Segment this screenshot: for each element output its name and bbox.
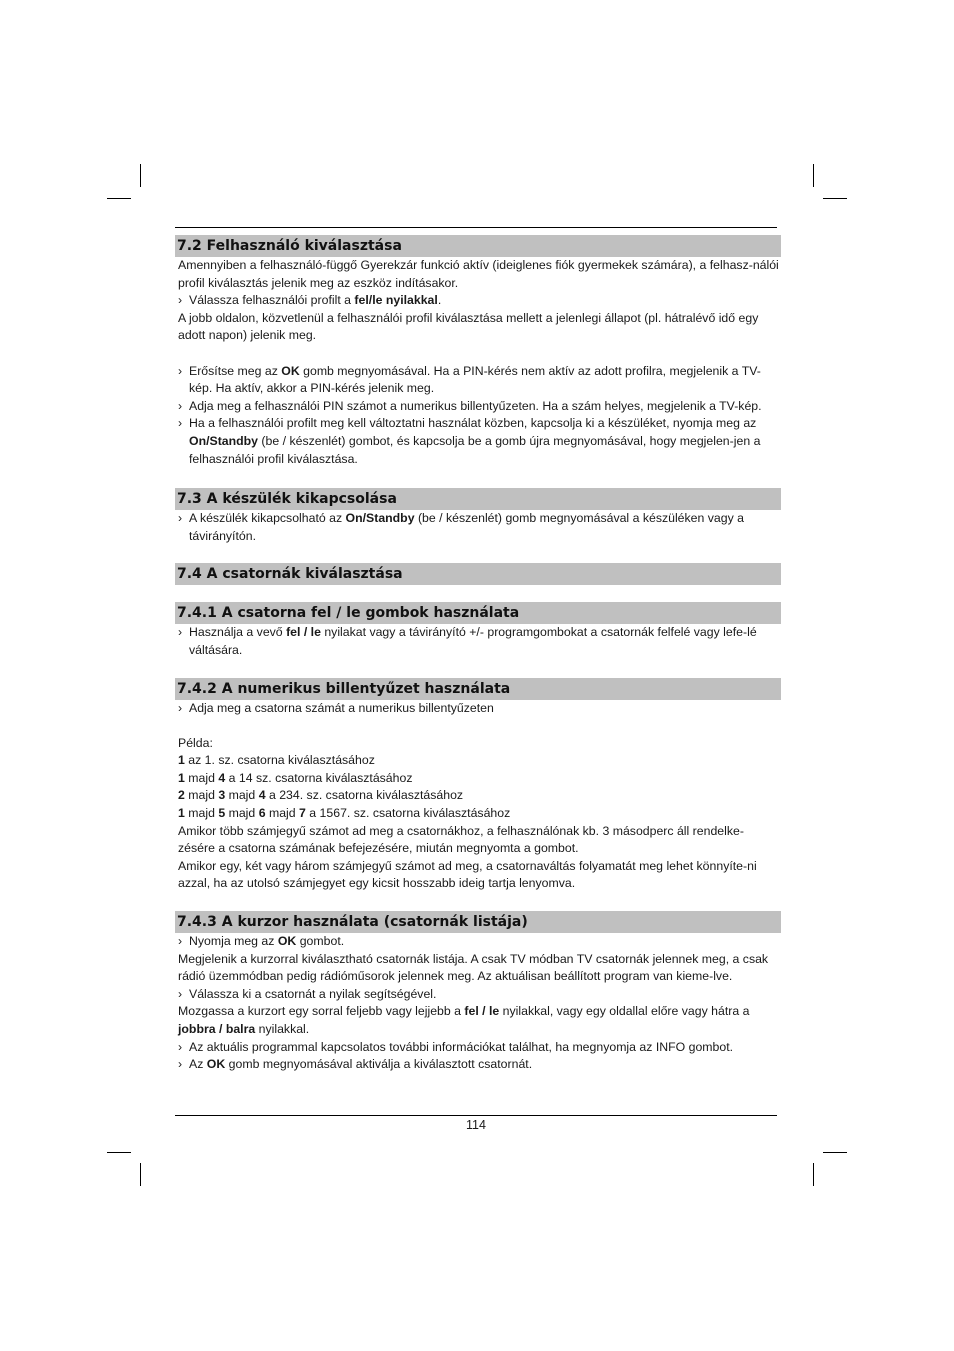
bold-text: fel / le	[286, 625, 321, 640]
paragraph	[178, 310, 779, 345]
paragraph	[178, 787, 779, 805]
paragraph	[178, 858, 779, 893]
bold-text: 2	[178, 788, 185, 803]
text-run: Az aktuális programmal kapcsolatos további információkat találhat, ha megnyomja az INFO gombot.	[189, 1039, 734, 1054]
text-run: a 14 sz. csatorna kiválasztásához	[225, 770, 413, 785]
text-run: majd	[225, 788, 259, 803]
text-run: nyilakkal.	[255, 1022, 310, 1036]
bold-text: 3	[218, 788, 226, 803]
text-run: gombot.	[296, 934, 345, 949]
text-run: (be / készenlét) gomb megnyomásával a készüléken vagy a távirányítón.	[189, 511, 744, 543]
paragraph	[178, 257, 779, 292]
section	[175, 235, 781, 468]
crop-mark-top-left-h	[107, 198, 131, 199]
paragraph	[178, 805, 779, 823]
paragraph	[178, 823, 779, 858]
paragraph	[178, 951, 779, 986]
text-run: Erősítse meg az	[189, 363, 282, 378]
text-run: Adja meg a csatorna számát a numerikus billentyűzeten	[189, 700, 494, 715]
blank-line	[178, 717, 779, 735]
text-run: (be / készenlét) gombot, és kapcsolja be a gomb újra megnyomásával, hogy megjelen-jen a felhasználói profil kiválasztása.	[189, 433, 761, 466]
bullet-item	[178, 986, 779, 1004]
section-heading: 7.4.3 A kurzor használata (csatornák listája)	[175, 911, 781, 933]
text-run: Nyomja meg az	[189, 934, 278, 949]
crop-mark-bottom-right-v	[813, 1163, 814, 1186]
section-heading: 7.2 Felhasználó kiválasztása	[175, 235, 781, 257]
text-run: nyilakat vagy a távirányító +/- programgombokat a csatornák felfelé vagy lefe-lé váltására.	[189, 625, 757, 657]
bold-text: jobbra / balra	[178, 1022, 256, 1036]
crop-mark-bottom-left-v	[140, 1163, 141, 1186]
bold-text: fel / le	[464, 1004, 500, 1019]
text-run: Válassza felhasználói profilt a	[189, 293, 355, 308]
text-run: majd	[265, 806, 300, 821]
text-run: Megjelenik a kurzorral kiválasztható csatornák listája. A csak TV módban TV csatornák jelennek meg, a csak rádió üzemmódban pedig rádióműsorok jelennek meg. Az aktuálisan beállított program van kieme-lve.	[178, 951, 769, 984]
section-heading: 7.3 A készülék kikapcsolása	[175, 488, 781, 510]
bullet-item	[178, 398, 779, 416]
section	[175, 602, 781, 659]
bold-text: fel/le nyilakkal	[354, 293, 438, 308]
section-heading: 7.4.2 A numerikus billentyűzet használata	[175, 678, 781, 700]
bold-text: 1	[178, 753, 185, 768]
section	[175, 678, 781, 894]
section-heading: 7.4 A csatornák kiválasztása	[175, 563, 781, 585]
section-body	[175, 257, 781, 468]
bold-text: 4	[218, 770, 226, 785]
bullet-item	[178, 510, 779, 545]
bold-text: OK	[206, 1057, 226, 1072]
text-run: Adja meg a felhasználói PIN számot a numerikus billentyűzeten. Ha a szám helyes, megjelenik a TV-kép.	[189, 398, 762, 413]
bullet-item	[178, 624, 779, 659]
bullet-item	[178, 363, 779, 398]
text-run: majd	[184, 770, 219, 785]
bold-text: 1	[178, 806, 185, 821]
bold-text: 6	[258, 806, 266, 821]
bold-text: 1	[178, 770, 185, 785]
text-run: majd	[184, 788, 219, 803]
page-content	[175, 235, 781, 1074]
blank-line	[178, 345, 779, 363]
text-run: a 1567. sz. csatorna kiválasztásához	[305, 806, 511, 821]
text-run: A jobb oldalon, közvetlenül a felhasználói profil kiválasztása mellett a jelenlegi állapot (pl. hátralévő idő egy adott napon) jelenik meg.	[178, 310, 759, 343]
paragraph	[178, 1003, 779, 1038]
text-run: gomb megnyomásával aktiválja a kiválasztott csatornát.	[225, 1057, 533, 1072]
text-run: nyilakkal, vagy egy oldallal előre vagy hátra a	[499, 1004, 750, 1019]
text-run: Amikor egy, két vagy három számjegyű számot ad meg, a csatornaváltás folyamatát meg lehet könnyíte-ni azzal, ha az utolsó számjegyet egy kicsit hosszabb ideig tartja lenyomva.	[178, 858, 757, 891]
text-run: Amennyiben a felhasználó-függő Gyerekzár funkció aktív (ideiglenes fiók gyermekek számára), a felhasz-nálói profil kiválasztás jelenik meg az eszköz indításakor.	[178, 258, 779, 290]
text-run: Ha a felhasználói profilt meg kell változtatni használat közben, kapcsolja ki a készüléket, nyomja meg az	[189, 416, 757, 431]
paragraph	[178, 735, 779, 753]
bullet-item	[178, 1056, 779, 1074]
bullet-item	[178, 292, 779, 310]
text-run: .	[437, 293, 442, 308]
bold-text: On/Standby	[189, 433, 259, 448]
text-run: Példa:	[178, 735, 213, 750]
bullet-item	[178, 933, 779, 951]
bold-text: 4	[258, 788, 266, 803]
bold-text: 7	[299, 806, 306, 821]
text-run: Válassza ki a csatornát a nyilak segítségével.	[189, 986, 437, 1001]
text-run: az 1. sz. csatorna kiválasztásához	[184, 753, 375, 768]
paragraph	[178, 770, 779, 788]
text-run: A készülék kikapcsolható az	[189, 511, 346, 526]
bullet-item	[178, 1039, 779, 1057]
section-body	[175, 700, 781, 894]
section-heading: 7.4.1 A csatorna fel / le gombok használata	[175, 602, 781, 624]
crop-mark-bottom-right-h	[823, 1152, 847, 1153]
text-run: a 234. sz. csatorna kiválasztásához	[265, 788, 464, 803]
crop-mark-bottom-left-h	[107, 1152, 131, 1153]
text-run: majd	[184, 806, 219, 821]
bullet-item	[178, 700, 779, 718]
text-run: majd	[225, 806, 259, 821]
text-run: Az	[189, 1057, 207, 1072]
text-run: Mozgassa a kurzort egy sorral feljebb vagy lejjebb a	[178, 1004, 465, 1019]
section-body	[175, 624, 781, 659]
bold-text: OK	[277, 934, 297, 949]
section	[175, 488, 781, 545]
crop-mark-top-right-h	[823, 198, 847, 199]
crop-mark-top-right-v	[813, 164, 814, 187]
paragraph	[178, 752, 779, 770]
crop-mark-top-left-v	[140, 164, 141, 187]
bullet-item	[178, 415, 779, 468]
section	[175, 911, 781, 1074]
page-number: 114	[466, 1118, 486, 1132]
bold-text: On/Standby	[345, 511, 415, 526]
bottom-rule	[175, 1115, 777, 1116]
bold-text: OK	[281, 363, 300, 378]
top-rule	[175, 227, 777, 228]
text-run: Amikor több számjegyű számot ad meg a csatornákhoz, a felhasználónak kb. 3 másodperc áll rendelke-zésére a csatorna számának befejezésére, miután megnyomta a gombot.	[178, 823, 744, 856]
bold-text: 5	[218, 806, 226, 821]
section-body	[175, 933, 781, 1074]
section	[175, 563, 781, 585]
text-run: Használja a vevő	[189, 625, 287, 640]
section-body	[175, 510, 781, 545]
text-run: gomb megnyomásával. Ha a PIN-kérés nem aktív az adott profilra, megjelenik a TV- kép. Ha aktív, akkor a PIN-kérés jelenik meg.	[189, 363, 761, 396]
